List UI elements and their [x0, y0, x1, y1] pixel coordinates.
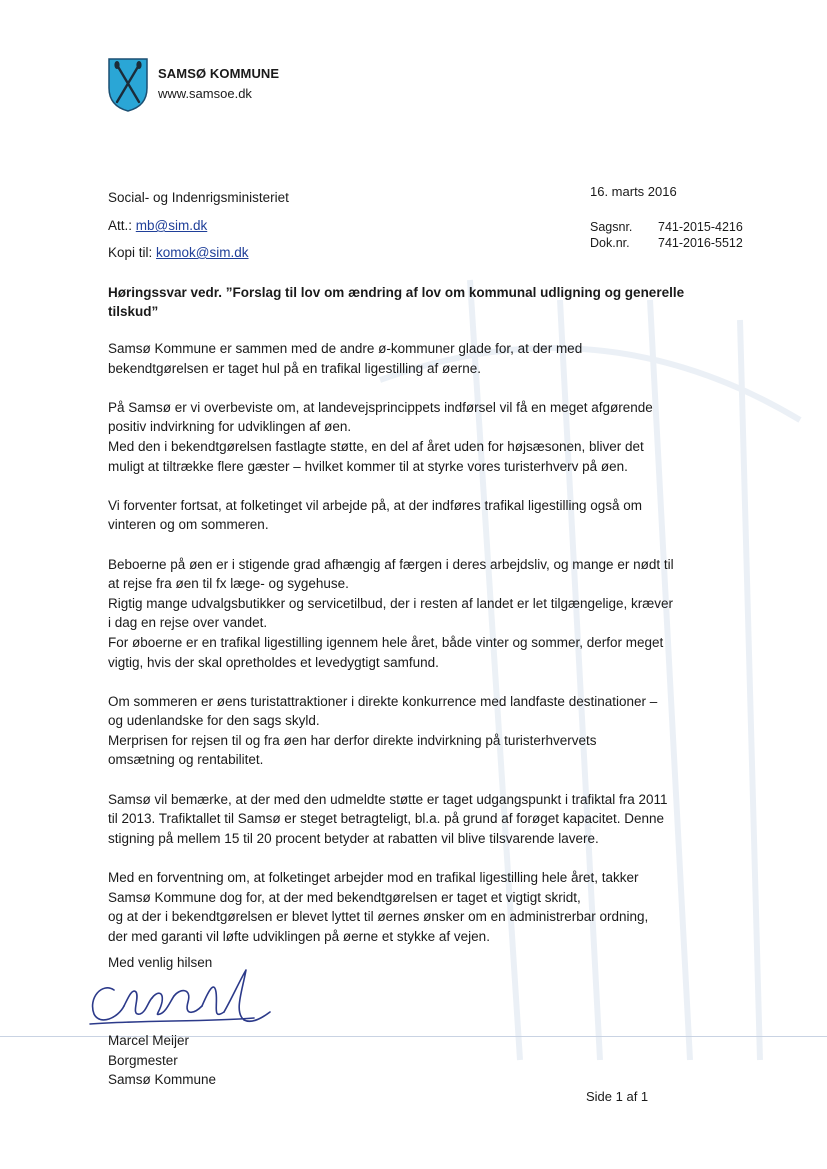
- text-line: til 2013. Trafiktallet til Samsø er steget betragteligt, bl.a. på grund af forøget kapacitet. Denne: [108, 811, 665, 827]
- letter-subject: [108, 283, 708, 321]
- body-paragraph: [108, 868, 708, 946]
- subject-line: Høringssvar vedr. ”Forslag til lov om ændring af lov om kommunal udligning og generelle: [108, 285, 685, 300]
- coat-of-arms-icon: [108, 58, 148, 112]
- text-line: Med en forventning om, at folketinget arbejder mod en trafikal ligestilling hele året, takker: [108, 870, 639, 886]
- body-paragraph: [108, 790, 708, 849]
- text-line: Vi forventer fortsat, at folketinget vil arbejde på, at der indføres trafikal ligestilling også om: [108, 497, 643, 513]
- text-line: i dag en rejse over vandet.: [108, 615, 268, 631]
- text-line: og at der i bekendtgørelsen er blevet lyttet til øernes ønsker om en administrerbar ordning,: [108, 909, 649, 925]
- att-email-link[interactable]: mb@sim.dk: [135, 218, 208, 233]
- text-line: På Samsø er vi overbeviste om, at landevejsprincippets indførsel vil få en meget afgørende: [108, 399, 653, 415]
- signer-block: [108, 1031, 216, 1090]
- recipient-name: Social- og Indenrigsministeriet: [108, 190, 289, 205]
- text-line: positiv indvirkning for udviklingen af øen.: [108, 419, 352, 435]
- text-line: Om sommeren er øens turistattraktioner i direkte konkurrence med landfaste destinationer –: [108, 693, 658, 709]
- doc-number-value: 741-2016-5512: [658, 236, 743, 250]
- text-line: at rejse fra øen til fx læge- og sygehuse.: [108, 576, 349, 592]
- body-paragraph: [108, 555, 708, 673]
- body-paragraph: [108, 692, 708, 770]
- body-paragraph: [108, 496, 708, 535]
- text-line: vinteren og om sommeren.: [108, 517, 269, 533]
- signer-organization: Samsø Kommune: [108, 1072, 217, 1088]
- case-number-row: [590, 219, 743, 235]
- subject-line: tilskud”: [108, 304, 159, 319]
- page-number: Side 1 af 1: [586, 1089, 649, 1104]
- organization-website: www.samsoe.dk: [158, 86, 252, 101]
- text-line: Rigtig mange udvalgsbutikker og servicetilbud, der i resten af landet er let tilgængelige, kræver: [108, 595, 674, 611]
- text-line: Samsø Kommune er sammen med de andre ø-kommuner glade for, at der med: [108, 341, 583, 356]
- text-line: muligt at tiltrække flere gæster – hvilket kommer til at styrke vores turisterhverv på øen.: [108, 458, 628, 474]
- text-line: Samsø vil bemærke, at der med den udmeldte støtte er taget udgangspunkt i trafiktal fra 2011: [108, 791, 668, 807]
- doc-number-row: [590, 235, 743, 251]
- signer-name: Marcel Meijer: [108, 1033, 190, 1048]
- closing-greeting: Med venlig hilsen: [108, 955, 213, 970]
- text-line: For øboerne er en trafikal ligestilling igennem hele året, både vinter og sommer, derfor meget: [108, 634, 664, 650]
- text-line: der med garanti vil løfte udviklingen på øerne et stykke af vejen.: [108, 928, 490, 944]
- text-line: Merprisen for rejsen til og fra øen har derfor direkte indvirkning på turisterhvervets: [108, 732, 597, 748]
- body-paragraph: [108, 398, 708, 476]
- text-line: Beboerne på øen er i stigende grad afhængig af færgen i deres arbejdsliv, og mange er nødt til: [108, 556, 674, 572]
- text-line: omsætning og rentabilitet.: [108, 752, 264, 768]
- organization-name: SAMSØ KOMMUNE: [158, 66, 280, 81]
- case-number-label: Sagsnr.: [590, 220, 633, 234]
- handwritten-signature: [84, 962, 274, 1032]
- doc-number-label: Dok.nr.: [590, 236, 630, 250]
- letter-body: [108, 339, 708, 966]
- copy-line: [108, 245, 249, 260]
- text-line: bekendtgørelsen er taget hul på en trafikal ligestilling af øerne.: [108, 360, 481, 376]
- case-number-value: 741-2015-4216: [658, 220, 743, 234]
- att-label: Att.:: [108, 218, 133, 233]
- body-paragraph: [108, 339, 708, 378]
- text-line: Samsø Kommune dog for, at der med bekendtgørelsen er taget et vigtigt skridt,: [108, 889, 581, 905]
- letter-date: 16. marts 2016: [590, 184, 677, 199]
- text-line: stigning på mellem 15 til 20 procent betyder at rabatten vil blive tilsvarende lavere.: [108, 830, 599, 846]
- signer-title: Borgmester: [108, 1052, 178, 1068]
- text-line: og udenlandske for den sags skyld.: [108, 713, 320, 729]
- copy-email-link[interactable]: komok@sim.dk: [156, 245, 249, 260]
- copy-label: Kopi til:: [108, 245, 153, 260]
- att-line: [108, 218, 207, 233]
- reference-numbers: [590, 219, 743, 251]
- text-line: vigtig, hvis der skal opretholdes et levedygtigt samfund.: [108, 654, 439, 670]
- text-line: Med den i bekendtgørelsen fastlagte støtte, en del af året uden for højsæsonen, bliver det: [108, 438, 644, 454]
